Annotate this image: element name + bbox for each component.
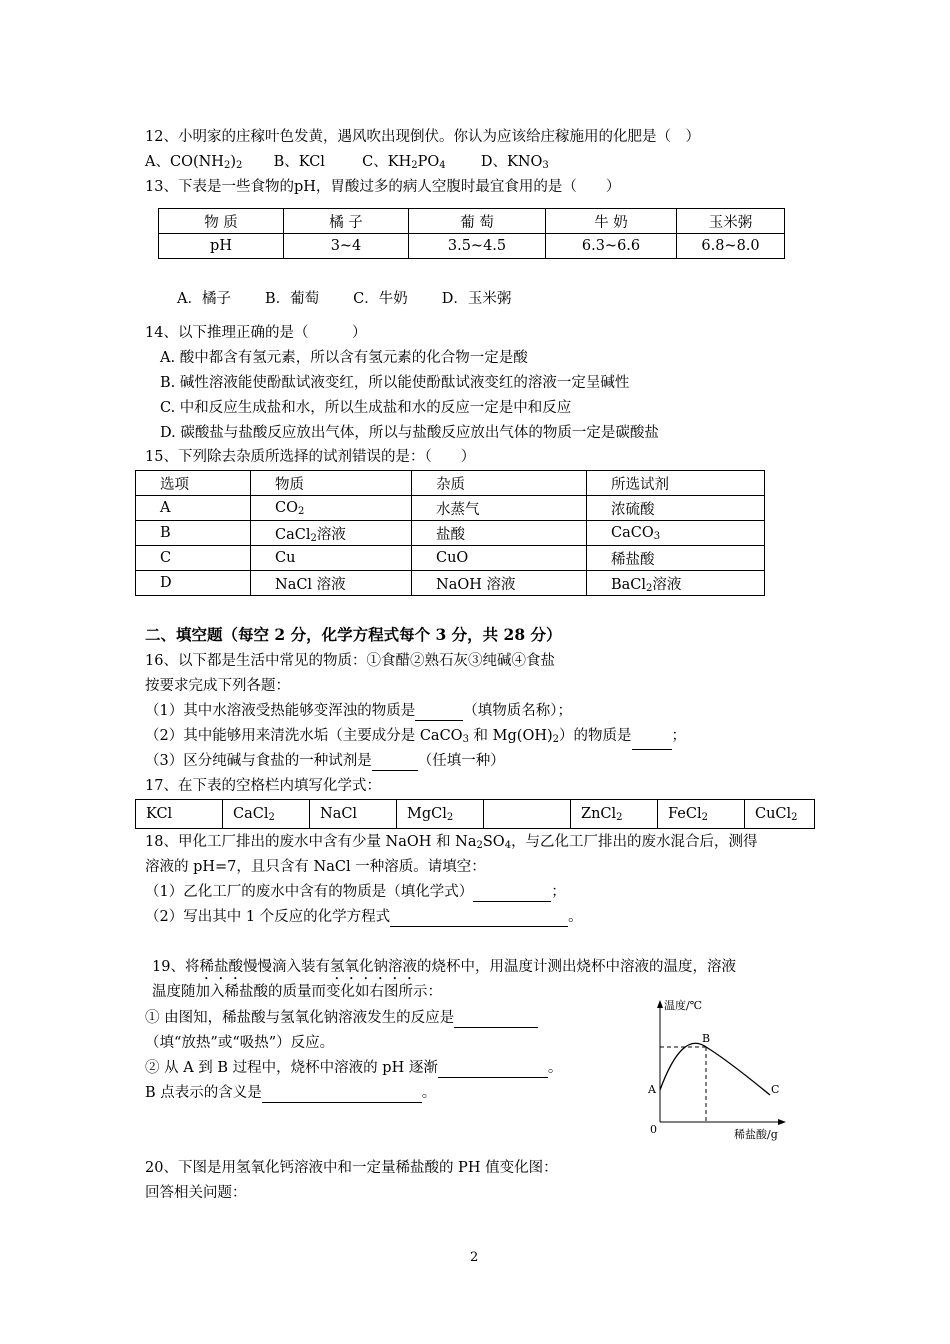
table-cell: NaOH 溶液 (412, 571, 587, 596)
q19-part-1-hint: （填“放热”或“吸热”）反应。 (145, 1035, 335, 1051)
q18-part-1: （1）乙化工厂的废水中含有的物质是（填化学式） ； (145, 884, 566, 900)
q18-line-2: 溶液的 pH=7，且只含有 NaCl 一种溶质。请填空： (145, 859, 486, 875)
q14-option-c[interactable]: C. 中和反应生成盐和水，所以生成盐和水的反应一定是中和反应 (160, 400, 572, 416)
q17-blank-cell[interactable] (484, 800, 571, 829)
q16-stem: 16、以下都是生活中常见的物质：①食醋②熟石灰③纯碱④食盐 (145, 653, 555, 669)
table-row (136, 471, 765, 496)
temperature-curve (660, 1043, 770, 1095)
table-cell: C (136, 546, 251, 571)
q19-blank-1[interactable] (454, 1011, 538, 1028)
q13-option-d[interactable]: D．玉米粥 (441, 291, 512, 307)
q13-ph-table (158, 208, 785, 259)
table-cell: B (136, 521, 251, 546)
table-cell: $CO_2$ (251, 496, 412, 521)
q13-option-a[interactable]: A．橘子 (177, 291, 231, 307)
table-cell: CuCl$_2$ (745, 800, 815, 829)
table-cell: KCl (136, 800, 223, 829)
table-cell: 3.5~4.5 (409, 234, 546, 259)
x-axis-label: 稀盐酸/g (734, 1128, 778, 1141)
table-cell: 6.8~8.0 (677, 234, 785, 259)
table-cell: 浓硫酸 (587, 496, 765, 521)
q12-option-d[interactable]: D、$KNO_3$ (480, 154, 549, 171)
origin-label: 0 (650, 1123, 657, 1136)
table-cell: 3~4 (284, 234, 409, 259)
q14-option-a[interactable]: A. 酸中都含有氢元素，所以含有氢元素的化合物一定是酸 (160, 350, 528, 366)
table-cell: 6.3~6.6 (546, 234, 677, 259)
table-cell: 水蒸气 (412, 496, 587, 521)
table-cell: pH (159, 234, 284, 259)
page-number: 2 (470, 1250, 479, 1265)
q15-stem: 15、下列除去杂质所选择的试剂错误的是：（ ） (145, 449, 476, 465)
table-cell: CaCl$_2$溶液 (251, 521, 412, 546)
y-axis-arrow (657, 1000, 663, 1008)
table-row (136, 546, 765, 571)
q13-stem: 13、下表是一些食物的pH，胃酸过多的病人空腹时最宜食用的是（ ） (145, 179, 621, 195)
temperature-graph (630, 992, 810, 1142)
table-cell: ZnCl$_2$ (571, 800, 658, 829)
table-row (159, 234, 785, 259)
q19-part-3: B 点表示的含义是 。 (145, 1085, 437, 1101)
q16-blank-3[interactable] (372, 754, 418, 771)
table-cell: 所选试剂 (587, 471, 765, 496)
table-row (159, 209, 785, 234)
q19-line-2: 温度随加入稀盐酸的质量而变化如右图所示： (152, 984, 442, 1000)
q19-part-2: ② 从 A 到 B 过程中，烧杯中溶液的 pH 逐渐 。 (145, 1060, 563, 1076)
q18-blank-1[interactable] (473, 885, 551, 902)
q12-option-c[interactable]: C、$KH_2PO_4$ (362, 154, 446, 171)
table-cell: Cu (251, 546, 412, 571)
q19-blank-3[interactable] (262, 1086, 422, 1103)
q17-stem: 17、在下表的空格栏内填写化学式： (145, 778, 381, 794)
table-cell: A (136, 496, 251, 521)
q15-impurity-table (135, 470, 765, 596)
q14-option-b[interactable]: B. 碱性溶液能使酚酞试液变红，所以能使酚酞试液变红的溶液一定呈碱性 (160, 375, 630, 391)
table-cell: CaCO$_3$ (587, 521, 765, 546)
q16-intro: 按要求完成下列各题： (145, 678, 290, 694)
table-row (136, 800, 815, 829)
q18-line-1: 18、甲化工厂排出的废水中含有少量 NaOH 和 $Na_2SO_4$，与乙化工厂排出的废水混合后，测得 (145, 834, 758, 851)
q16-blank-1[interactable] (415, 704, 463, 721)
q18-part-2: （2）写出其中 1 个反应的化学方程式 。 (145, 909, 583, 925)
q17-formula-table (135, 799, 815, 829)
q14-stem: 14、以下推理正确的是（ ） (145, 325, 367, 341)
q13-option-b[interactable]: B．葡萄 (264, 291, 320, 307)
q20-stem: 20、下图是用氢氧化钙溶液中和一定量稀盐酸的 PH 值变化图： (145, 1160, 558, 1176)
table-cell: D (136, 571, 251, 596)
x-axis-arrow (778, 1119, 786, 1125)
y-axis-label: 温度/℃ (664, 999, 703, 1012)
point-a-label: A (648, 1083, 656, 1096)
q16-part-3: （3）区分纯碱与食盐的一种试剂是 （任填一种） (145, 753, 505, 769)
q12-option-a[interactable]: A、$CO(NH_2)_2$ (145, 154, 243, 171)
table-cell: CaCl$_2$ (223, 800, 310, 829)
table-cell: 玉米粥 (677, 209, 785, 234)
table-cell: 盐酸 (412, 521, 587, 546)
table-cell: NaCl (310, 800, 397, 829)
table-cell: BaCl$_2$溶液 (587, 571, 765, 596)
table-cell: 牛 奶 (546, 209, 677, 234)
table-cell: 杂质 (412, 471, 587, 496)
point-c-label: C (771, 1083, 780, 1096)
table-cell: 物 质 (159, 209, 284, 234)
q12-option-b[interactable]: B、KCl (273, 154, 325, 170)
table-cell: 稀盐酸 (587, 546, 765, 571)
q19-line-1: 19、将稀盐酸慢慢滴入装有氢氧化钠溶液的烧杯中，用温度计测出烧杯中溶液的温度，溶液 (152, 959, 736, 975)
q13-options (177, 289, 511, 309)
table-row (136, 521, 765, 546)
table-cell: FeCl$_2$ (658, 800, 745, 829)
table-cell: 物质 (251, 471, 412, 496)
table-cell: CuO (412, 546, 587, 571)
q13-option-c[interactable]: C．牛奶 (353, 291, 408, 307)
q16-blank-2[interactable] (632, 733, 672, 750)
q12-stem: 12、小明家的庄稼叶色发黄，遇风吹出现倒伏。你认为应该给庄稼施用的化肥是（ ） (145, 129, 700, 145)
table-row (136, 496, 765, 521)
q12-options (145, 152, 549, 176)
table-cell: 葡 萄 (409, 209, 546, 234)
q18-blank-2[interactable] (390, 910, 568, 927)
q19-blank-2[interactable] (438, 1061, 548, 1078)
section-2-title: 二、填空题（每空 2 分，化学方程式每个 3 分，共 28 分） (145, 625, 562, 644)
table-cell: NaCl 溶液 (251, 571, 412, 596)
table-cell: 选项 (136, 471, 251, 496)
q20-sub: 回答相关问题： (145, 1185, 247, 1201)
q16-part-1: （1）其中水溶液受热能够变浑浊的物质是 （填物质名称）； (145, 703, 572, 719)
table-cell: MgCl$_2$ (397, 800, 484, 829)
q16-part-2: （2）其中能够用来清洗水垢（主要成分是 CaCO$_3$ 和 $Mg(OH)_2$）的物质是 ； (145, 726, 686, 750)
table-cell: 橘 子 (284, 209, 409, 234)
q14-option-d[interactable]: D. 碳酸盐与盐酸反应放出气体，所以与盐酸反应放出气体的物质一定是碳酸盐 (160, 425, 659, 441)
q19-part-1: ① 由图知，稀盐酸与氢氧化钠溶液发生的反应是 (145, 1008, 538, 1028)
point-b-label: B (702, 1032, 711, 1045)
table-row (136, 571, 765, 596)
